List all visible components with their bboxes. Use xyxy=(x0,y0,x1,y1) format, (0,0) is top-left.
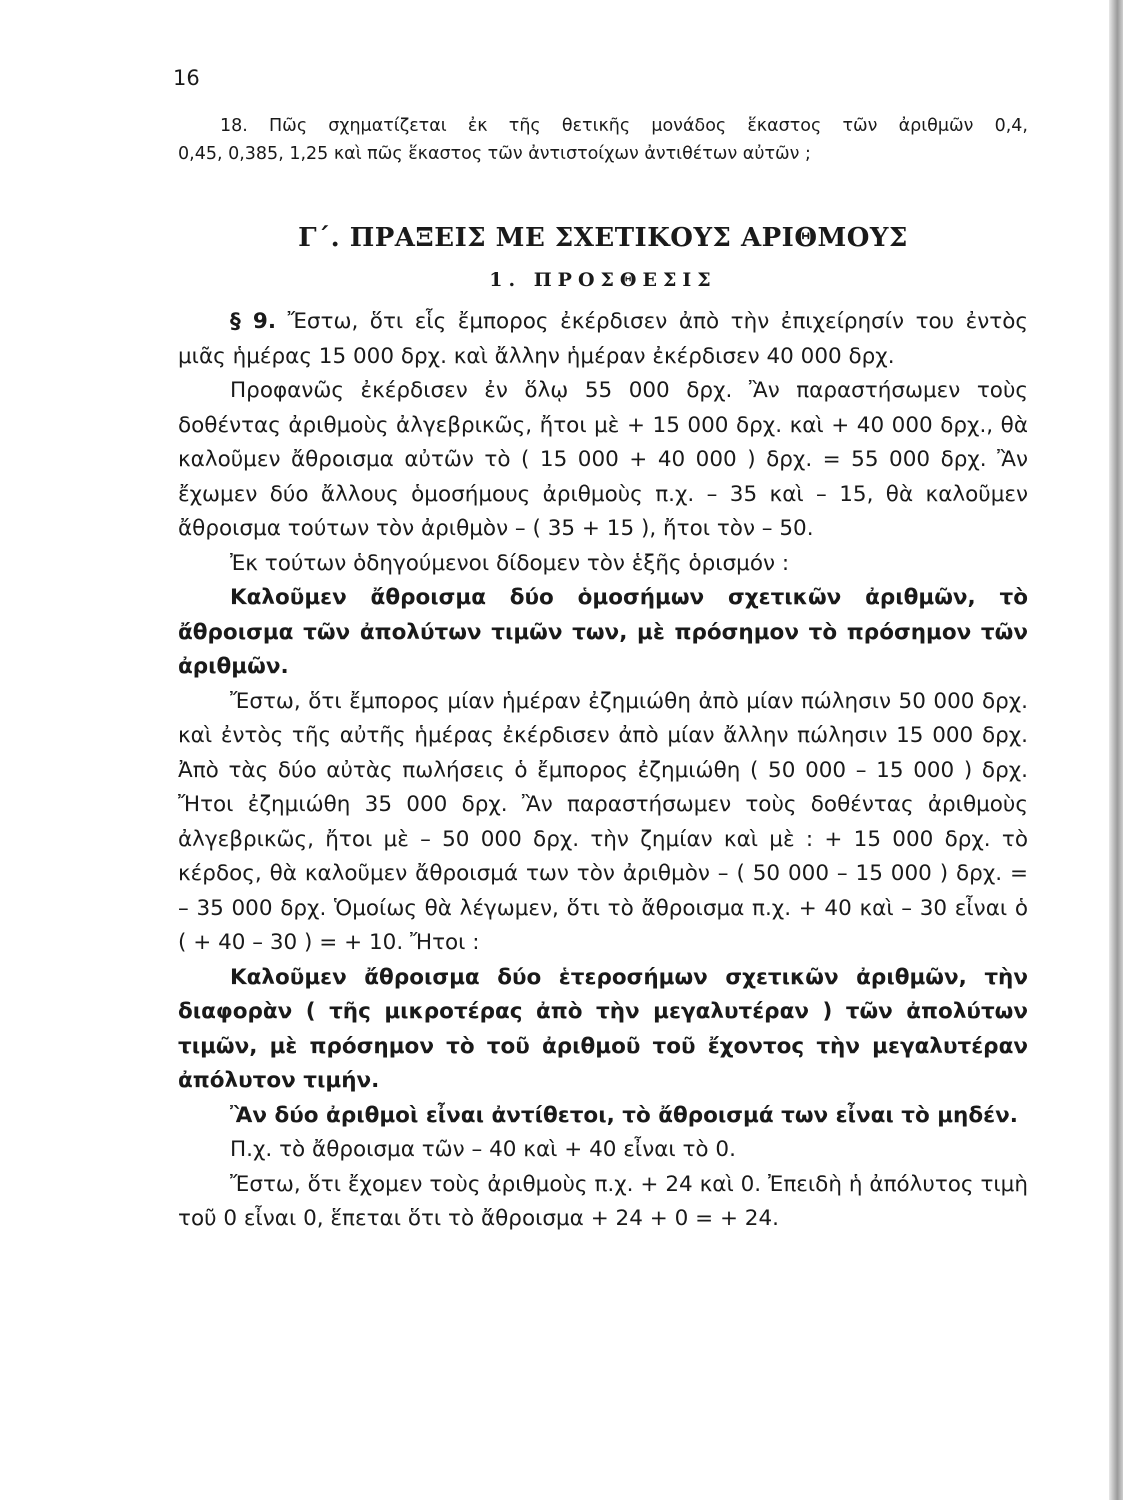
exercise-line-2: 0,45, 0,385, 1,25 καὶ πῶς ἕκαστος τῶν ἀντιστοίχων ἀντιθέτων αὐτῶν ; xyxy=(178,144,811,164)
section-title: Γ΄. ΠΡΑΞΕΙΣ ΜΕ ΣΧΕΤΙΚΟΥΣ ΑΡΙΘΜΟΥΣ xyxy=(298,223,908,253)
paragraph-9 xyxy=(178,305,1028,374)
exercise-line-1: 18. Πῶς σχηματίζεται ἐκ τῆς θετικῆς μονάδος ἕκαστος τῶν ἀριθμῶν 0,4, xyxy=(220,116,1028,136)
definition-opposite-sign: Καλοῦμεν ἄθροισμα δύο ἑτεροσήμων σχετικῶν ἀριθμῶν, τὴν διαφορὰν ( τῆς μικροτέρας ἀπὸ τὴν μεγαλυτέραν ) τῶν ἀπολύτων τιμῶν, μὲ πρόσημον τὸ τοῦ ἀριθμοῦ τοῦ ἔχοντος τὴν μεγαλυτέραν ἀπόλυτον τιμήν. xyxy=(178,964,1028,1093)
definition-same-sign: Καλοῦμεν ἄθροισμα δύο ὁμοσήμων σχετικῶν ἀριθμῶν, τὸ ἄθροισμα τῶν ἀπολύτων τιμῶν των, μὲ πρόσημον τὸ πρόσημον τῶν ἀριθμῶν. xyxy=(178,585,1028,679)
page-number: 16 xyxy=(173,66,200,90)
paragraph: Ἔστω, ὅτι ἔχομεν τοὺς ἀριθμοὺς π.χ. + 24 καὶ 0. Ἐπειδὴ ἡ ἀπόλυτος τιμὴ τοῦ 0 εἶναι 0, ἕπεται ὅτι τὸ ἄθροισμα + 24 + 0 = + 24. xyxy=(178,1171,1028,1231)
page-content xyxy=(178,112,1028,1237)
section-body xyxy=(178,305,1028,1237)
definition-opposites: Ἂν δύο ἀριθμοὶ εἶναι ἀντίθετοι, τὸ ἄθροισμά των εἶναι τὸ μηδέν. xyxy=(230,1102,1018,1128)
paragraph: Ἔστω, ὅτι ἔμπορος μίαν ἡμέραν ἐζημιώθη ἀπὸ μίαν πώλησιν 50 000 δρχ. καὶ ἐντὸς τῆς αὐτῆς ἡμέρας ἐκέρδισεν ἀπὸ μίαν ἄλλην πώλησιν 15 000 δρχ. Ἀπὸ τὰς δύο αὐτὰς πωλήσεις ὁ ἔμπορος ἐζημιώθη ( 50 000 – 15 000 ) δρχ. Ἤτοι ἐζημιώθη 35 000 δρχ. Ἂν παραστήσωμεν τοὺς δοθέντας ἀριθμοὺς ἀλγεβρικῶς, ἤτοι μὲ – 50 000 δρχ. τὴν ζημίαν καὶ μὲ : + 15 000 δρχ. τὸ κέρδος, θὰ καλοῦμεν ἄθροισμά των τὸν ἀριθμὸν – ( 50 000 – 15 000 ) δρχ. = – 35 000 δρχ. Ὁμοίως θὰ λέγωμεν, ὅτι τὸ ἄθροισμα π.χ. + 40 καὶ – 30 εἶναι ὁ ( + 40 – 30 ) = + 10. Ἤτοι : xyxy=(178,688,1028,955)
paragraph-mark: § 9. xyxy=(230,309,277,334)
page-edge-shadow xyxy=(1109,0,1123,1500)
paragraph: Π.χ. τὸ ἄθροισμα τῶν – 40 καὶ + 40 εἶναι τὸ 0. xyxy=(230,1137,736,1162)
paragraph: Ἐκ τούτων ὁδηγούμενοι δίδομεν τὸν ἑξῆς ὁρισμόν : xyxy=(230,550,790,576)
subsection-title: 1. ΠΡΟΣΘΕΣΙΣ xyxy=(489,269,717,291)
paragraph: Προφανῶς ἐκέρδισεν ἐν ὅλῳ 55 000 δρχ. Ἂν παραστήσωμεν τοὺς δοθέντας ἀριθμοὺς ἀλγεβρικῶς, ἤτοι μὲ + 15 000 δρχ. καὶ + 40 000 δρχ., θὰ καλοῦμεν ἄθροισμα αὐτῶν τὸ ( 15 000 + 40 000 ) δρχ. = 55 000 δρχ. Ἂν ἔχωμεν δύο ἄλλους ὁμοσήμους ἀριθμοὺς π.χ. – 35 καὶ – 15, θὰ καλοῦμεν ἄθροισμα τούτων τὸν ἀριθμὸν – ( 35 + 15 ), ἤτοι τὸν – 50. xyxy=(178,378,1028,541)
paragraph-text: Ἔστω, ὅτι εἷς ἔμπορος ἐκέρδισεν ἀπὸ τὴν ἐπιχείρησίν του ἐντὸς μιᾶς ἡμέρας 15 000 δρχ. καὶ ἄλλην ἡμέραν ἐκέρδισεν 40 000 δρχ. xyxy=(178,309,1028,369)
exercise-18 xyxy=(178,112,1028,168)
